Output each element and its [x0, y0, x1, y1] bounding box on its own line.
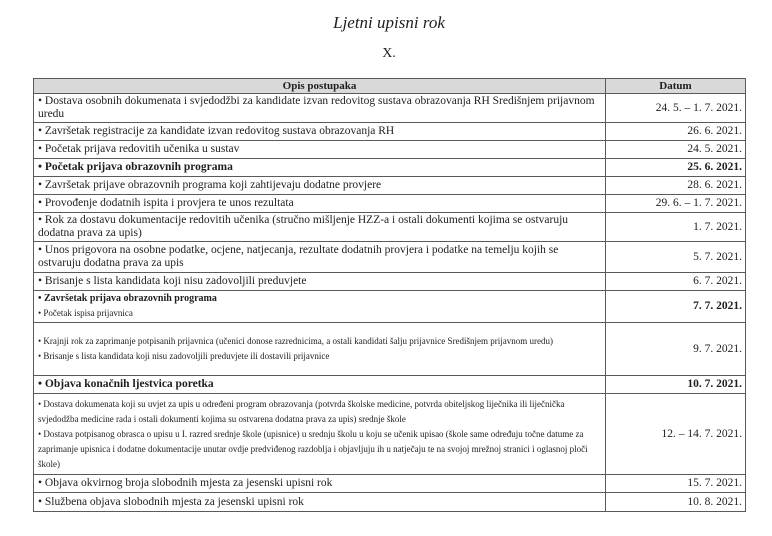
- row-description: [34, 291, 606, 323]
- list-item: • Krajnji rok za zaprimanje potpisanih prijavnica (učenici donose razrednicima, a ostali kandidati šalju prijavnice Središnjem prijavnom uredu): [38, 336, 553, 346]
- row-description: [34, 94, 606, 123]
- list-item: • Brisanje s lista kandidata koji nisu zadovoljili preduvjete ili dostavili prijavnice: [38, 351, 330, 361]
- table-row: [34, 94, 746, 123]
- list-item: • Objava okvirnog broja slobodnih mjesta za jesenski upisni rok: [38, 477, 333, 489]
- list-item: • Početak prijava obrazovnih programa: [38, 161, 233, 173]
- row-date: 25. 6. 2021.: [606, 159, 746, 177]
- list-item: • Rok za dostavu dokumentacije redovitih učenika (stručno mišljenje HZZ-a i ostali dokumenti kojima se ostvaruju dodatna prava za upis): [38, 214, 569, 239]
- table-row: [34, 177, 746, 195]
- row-description: [34, 159, 606, 177]
- row-description: [34, 394, 606, 475]
- row-description: [34, 376, 606, 394]
- page-title: Ljetni upisni rok: [333, 13, 445, 32]
- row-date: 10. 7. 2021.: [606, 376, 746, 394]
- table-row: [34, 273, 746, 291]
- list-item: • Unos prigovora na osobne podatke, ocjene, natjecanja, rezultate dodatnih provjera i podatke na temelju kojih se ostvaruju dodatna prava za upis: [38, 244, 559, 269]
- list-item: • Brisanje s lista kandidata koji nisu zadovoljili preduvjete: [38, 275, 307, 287]
- row-description: [34, 323, 606, 376]
- list-item: • Dostava osobnih dokumenata i svjedodžbi za kandidate izvan redovitog sustava obrazovanja RH Središnjem prijavnom uredu: [38, 95, 595, 120]
- table-row: [34, 213, 746, 242]
- row-description: [34, 123, 606, 141]
- list-item: • Početak prijava redovitih učenika u sustav: [38, 143, 240, 155]
- row-description: [34, 242, 606, 273]
- section-number: X.: [382, 46, 396, 61]
- row-description: [34, 493, 606, 512]
- row-date: 15. 7. 2021.: [606, 475, 746, 493]
- row-description: [34, 213, 606, 242]
- list-item: • Završetak prijave obrazovnih programa koji zahtijevaju dodatne provjere: [38, 179, 382, 191]
- list-item: • Provođenje dodatnih ispita i provjera te unos rezultata: [38, 197, 294, 209]
- row-description: [34, 141, 606, 159]
- table-row: [34, 291, 746, 323]
- row-date: 24. 5. – 1. 7. 2021.: [606, 94, 746, 123]
- table-header-row: [34, 79, 746, 94]
- table-row: [34, 141, 746, 159]
- row-date: 5. 7. 2021.: [606, 242, 746, 273]
- list-item: • Službena objava slobodnih mjesta za jesenski upisni rok: [38, 495, 304, 508]
- list-item: • Objava konačnih ljestvica poretka: [38, 378, 214, 390]
- table-row: [34, 159, 746, 177]
- table-row: [34, 376, 746, 394]
- row-date: 9. 7. 2021.: [606, 323, 746, 376]
- header-date: Datum: [606, 79, 746, 94]
- list-item: • Dostava potpisanog obrasca o upisu u I. razred srednje škole (upisnice) u srednju školu u koju se učenik upisao (škole same određuju točne datume za zaprimanje upisnica i dodatne dokumentacije unutar ovdje predviđenog razdoblja i objavljuju ih u natječaju te na svojoj mrežnoj stranici i oglasnoj ploči škole): [38, 428, 588, 469]
- list-item: • Početak ispisa prijavnica: [38, 308, 133, 318]
- row-date: 10. 8. 2021.: [606, 493, 746, 512]
- row-date: 24. 5. 2021.: [606, 141, 746, 159]
- table-row: [34, 123, 746, 141]
- table-row: [34, 242, 746, 273]
- table-row: [34, 475, 746, 493]
- row-date: 12. – 14. 7. 2021.: [606, 394, 746, 475]
- table-row: [34, 394, 746, 475]
- row-description: [34, 475, 606, 493]
- row-date: 26. 6. 2021.: [606, 123, 746, 141]
- row-description: [34, 177, 606, 195]
- header-description: Opis postupaka: [34, 79, 606, 94]
- list-item: • Završetak prijava obrazovnih programa: [38, 293, 217, 304]
- table-row: [34, 323, 746, 376]
- table-row: [34, 195, 746, 213]
- row-description: [34, 273, 606, 291]
- list-item: • Dostava dokumenata koji su uvjet za upis u određeni program obrazovanja (potvrda školske medicine, potvrda obiteljskog liječnika ili liječnička svjedodžba medicine rada i ostali dokumenti kojima su ostvarena dodatna prava za upis) srednje škole: [38, 398, 565, 424]
- row-description: [34, 195, 606, 213]
- row-date: 7. 7. 2021.: [606, 291, 746, 323]
- row-date: 28. 6. 2021.: [606, 177, 746, 195]
- list-item: • Završetak registracije za kandidate izvan redovitog sustava obrazovanja RH: [38, 125, 395, 137]
- row-date: 1. 7. 2021.: [606, 213, 746, 242]
- row-date: 6. 7. 2021.: [606, 273, 746, 291]
- table-row: [34, 493, 746, 512]
- row-date: 29. 6. – 1. 7. 2021.: [606, 195, 746, 213]
- schedule-table: [33, 78, 746, 512]
